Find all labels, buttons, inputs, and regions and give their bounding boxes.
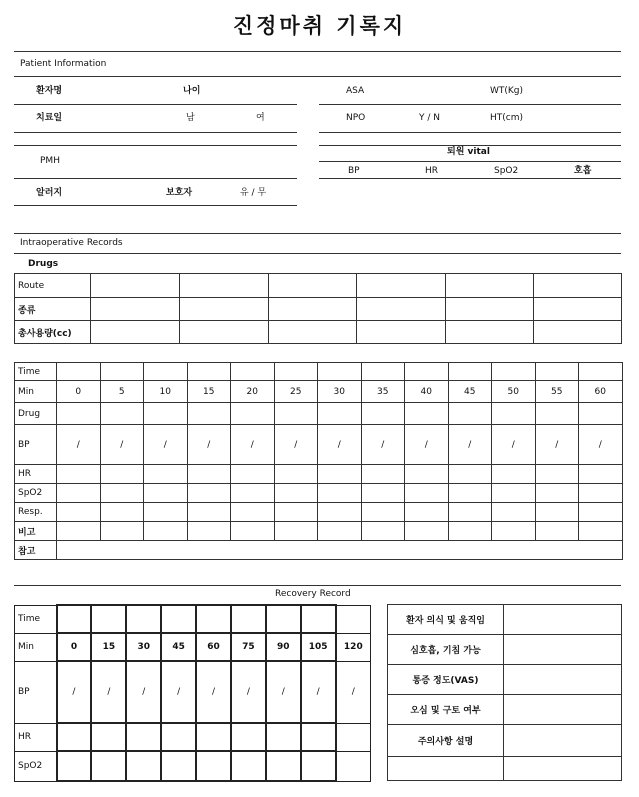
intra-resp-cell[interactable] xyxy=(187,503,231,522)
recovery-row-label: Min xyxy=(15,633,57,661)
drug-row-label: 총사용량(cc) xyxy=(15,321,91,344)
recovery-row-label: BP xyxy=(15,661,57,723)
recovery-time-cell[interactable] xyxy=(126,605,161,633)
drug-row-label: 종류 xyxy=(15,298,91,321)
recovery-hr-cell[interactable] xyxy=(91,723,126,751)
intra-minute-cell: 15 xyxy=(187,381,231,403)
recovery-spo2-cell[interactable] xyxy=(336,751,371,781)
intra-spo2-cell[interactable] xyxy=(144,484,188,503)
intra-resp-cell[interactable] xyxy=(144,503,188,522)
patient-name-label: 환자명 xyxy=(36,86,63,96)
recovery-time-cell[interactable] xyxy=(231,605,266,633)
npo-value[interactable]: Y / N xyxy=(419,113,440,123)
intra-spo2-cell[interactable] xyxy=(535,484,579,503)
recovery-hr-cell[interactable] xyxy=(57,723,92,751)
intra-row-label: 참고 xyxy=(15,541,57,560)
recovery-checklist-table xyxy=(387,604,622,781)
recovery-minute-cell: 0 xyxy=(57,633,92,661)
intra-spo2-cell[interactable] xyxy=(361,484,405,503)
asa-label: ASA xyxy=(346,86,365,96)
intra-time-cell[interactable] xyxy=(144,363,188,381)
intra-bp-cell[interactable]: / xyxy=(318,425,362,465)
intra-row-label: Drug xyxy=(15,403,57,425)
recovery-bp-cell[interactable]: / xyxy=(231,661,266,723)
intra-note-cell[interactable] xyxy=(535,522,579,541)
intra-resp-cell[interactable] xyxy=(448,503,492,522)
intra-drug-cell[interactable] xyxy=(318,403,362,425)
intra-drug-cell[interactable] xyxy=(535,403,579,425)
intra-minute-cell: 50 xyxy=(492,381,536,403)
recovery-bp-cell[interactable]: / xyxy=(57,661,92,723)
intra-ref-cell[interactable] xyxy=(57,541,623,560)
intra-note-cell[interactable] xyxy=(448,522,492,541)
recovery-check-row xyxy=(388,665,622,695)
intra-row-time xyxy=(15,363,623,381)
intra-note-cell[interactable] xyxy=(361,522,405,541)
intra-spo2-cell[interactable] xyxy=(405,484,449,503)
intra-minute-cell: 45 xyxy=(448,381,492,403)
recovery-bp-cell[interactable]: / xyxy=(301,661,336,723)
intra-hr-cell[interactable] xyxy=(361,465,405,484)
recovery-title: Recovery Record xyxy=(275,589,351,599)
recovery-spo2-cell[interactable] xyxy=(91,751,126,781)
intra-row-label: Min xyxy=(15,381,57,403)
intra-minute-cell: 0 xyxy=(57,381,101,403)
recovery-row-min xyxy=(15,633,371,661)
drug-cell[interactable] xyxy=(91,274,180,298)
intra-drug-cell[interactable] xyxy=(361,403,405,425)
recovery-spo2-cell[interactable] xyxy=(57,751,92,781)
intra-spo2-cell[interactable] xyxy=(492,484,536,503)
intra-spo2-cell[interactable] xyxy=(231,484,275,503)
recovery-minute-cell: 105 xyxy=(301,633,336,661)
intra-minute-cell: 5 xyxy=(100,381,144,403)
recovery-bp-cell[interactable]: / xyxy=(126,661,161,723)
intra-row-label: 비고 xyxy=(15,522,57,541)
intra-bp-cell[interactable]: / xyxy=(274,425,318,465)
recovery-check-value[interactable] xyxy=(504,725,622,757)
drug-cell[interactable] xyxy=(446,298,534,321)
intra-minute-cell: 10 xyxy=(144,381,188,403)
intra-drug-cell[interactable] xyxy=(579,403,623,425)
drug-cell[interactable] xyxy=(91,298,180,321)
intra-bp-cell[interactable]: / xyxy=(187,425,231,465)
recovery-check-value[interactable] xyxy=(504,665,622,695)
age-label: 나이 xyxy=(183,86,201,96)
intra-row-spo2 xyxy=(15,484,623,503)
intra-row-label: Time xyxy=(15,363,57,381)
sex-male-option[interactable]: 남 xyxy=(186,113,195,123)
recovery-check-row xyxy=(388,725,622,757)
intra-hr-cell[interactable] xyxy=(579,465,623,484)
drug-cell[interactable] xyxy=(91,321,180,344)
intra-time-cell[interactable] xyxy=(57,363,101,381)
recovery-check-label: 통증 정도(VAS) xyxy=(388,665,504,695)
intra-bp-cell[interactable]: / xyxy=(361,425,405,465)
sex-female-option[interactable]: 여 xyxy=(256,113,265,123)
intra-bp-cell[interactable]: / xyxy=(57,425,101,465)
drug-row-route xyxy=(15,274,622,298)
intra-time-cell[interactable] xyxy=(492,363,536,381)
npo-label: NPO xyxy=(346,113,366,123)
recovery-spo2-cell[interactable] xyxy=(196,751,231,781)
intra-drug-cell[interactable] xyxy=(57,403,101,425)
recovery-hr-cell[interactable] xyxy=(301,723,336,751)
intra-minute-cell: 20 xyxy=(231,381,275,403)
drug-cell[interactable] xyxy=(534,321,622,344)
intra-row-label: BP xyxy=(15,425,57,465)
drug-cell[interactable] xyxy=(446,321,534,344)
recovery-bp-cell[interactable]: / xyxy=(91,661,126,723)
recovery-check-row-blank xyxy=(388,757,622,781)
recovery-hr-cell[interactable] xyxy=(266,723,301,751)
pmh-label: PMH xyxy=(40,156,60,166)
drug-cell[interactable] xyxy=(180,321,269,344)
recovery-check-label: 주의사항 설명 xyxy=(388,725,504,757)
recovery-bp-cell[interactable]: / xyxy=(266,661,301,723)
drugs-table xyxy=(14,273,622,344)
drug-row-type xyxy=(15,298,622,321)
recovery-row-time xyxy=(15,605,371,633)
recovery-bp-cell[interactable]: / xyxy=(196,661,231,723)
drug-cell[interactable] xyxy=(357,274,446,298)
intra-minute-cell: 40 xyxy=(405,381,449,403)
intra-time-cell[interactable] xyxy=(100,363,144,381)
recovery-spo2-cell[interactable] xyxy=(231,751,266,781)
intra-time-cell[interactable] xyxy=(405,363,449,381)
drug-cell[interactable] xyxy=(269,274,357,298)
intra-note-cell[interactable] xyxy=(144,522,188,541)
recovery-check-blank[interactable] xyxy=(504,757,622,781)
intra-resp-cell[interactable] xyxy=(318,503,362,522)
patient-info-title: Patient Information xyxy=(20,59,107,69)
recovery-row-label: HR xyxy=(15,723,57,751)
recovery-hr-cell[interactable] xyxy=(126,723,161,751)
intra-hr-cell[interactable] xyxy=(405,465,449,484)
intra-spo2-cell[interactable] xyxy=(57,484,101,503)
recovery-vitals-table xyxy=(14,604,371,782)
recovery-check-blank[interactable] xyxy=(388,757,504,781)
intra-drug-cell[interactable] xyxy=(405,403,449,425)
intra-resp-cell[interactable] xyxy=(492,503,536,522)
intra-row-ref xyxy=(15,541,623,560)
intra-hr-cell[interactable] xyxy=(318,465,362,484)
discharge-spo2-label: SpO2 xyxy=(494,166,519,176)
intra-note-cell[interactable] xyxy=(100,522,144,541)
intra-time-cell[interactable] xyxy=(231,363,275,381)
recovery-time-cell[interactable] xyxy=(336,605,371,633)
intra-hr-cell[interactable] xyxy=(535,465,579,484)
intraoperative-vitals-table xyxy=(14,362,623,560)
drug-cell[interactable] xyxy=(357,321,446,344)
recovery-row-label: Time xyxy=(15,605,57,633)
recovery-check-label: 오심 및 구토 여부 xyxy=(388,695,504,725)
intra-resp-cell[interactable] xyxy=(535,503,579,522)
recovery-minute-cell: 30 xyxy=(126,633,161,661)
intra-row-resp xyxy=(15,503,623,522)
intra-hr-cell[interactable] xyxy=(144,465,188,484)
intra-bp-cell[interactable]: / xyxy=(144,425,188,465)
intra-note-cell[interactable] xyxy=(57,522,101,541)
discharge-bp-label: BP xyxy=(348,166,360,176)
intra-row-min xyxy=(15,381,623,403)
intra-spo2-cell[interactable] xyxy=(579,484,623,503)
treatment-date-label: 치료일 xyxy=(36,113,63,123)
weight-label: WT(Kg) xyxy=(490,86,524,96)
intra-bp-cell[interactable]: / xyxy=(492,425,536,465)
recovery-time-cell[interactable] xyxy=(301,605,336,633)
intra-bp-cell[interactable]: / xyxy=(579,425,623,465)
recovery-check-row xyxy=(388,695,622,725)
intra-note-cell[interactable] xyxy=(274,522,318,541)
recovery-row-spo2 xyxy=(15,751,371,781)
discharge-resp-label: 호흡 xyxy=(574,166,592,176)
drug-cell[interactable] xyxy=(180,274,269,298)
intra-minute-cell: 60 xyxy=(579,381,623,403)
recovery-spo2-cell[interactable] xyxy=(126,751,161,781)
intra-minute-cell: 30 xyxy=(318,381,362,403)
recovery-bp-cell[interactable]: / xyxy=(161,661,196,723)
intra-hr-cell[interactable] xyxy=(57,465,101,484)
intra-hr-cell[interactable] xyxy=(448,465,492,484)
intra-resp-cell[interactable] xyxy=(361,503,405,522)
intra-spo2-cell[interactable] xyxy=(100,484,144,503)
allergy-label: 알러지 xyxy=(36,188,63,198)
recovery-check-value[interactable] xyxy=(504,605,622,635)
recovery-minute-cell: 120 xyxy=(336,633,371,661)
recovery-time-cell[interactable] xyxy=(196,605,231,633)
intra-row-drug xyxy=(15,403,623,425)
recovery-minute-cell: 75 xyxy=(231,633,266,661)
recovery-check-row xyxy=(388,635,622,665)
drug-cell[interactable] xyxy=(534,298,622,321)
intra-hr-cell[interactable] xyxy=(274,465,318,484)
recovery-check-label: 심호흡, 기침 가능 xyxy=(388,635,504,665)
intra-drug-cell[interactable] xyxy=(231,403,275,425)
intra-resp-cell[interactable] xyxy=(405,503,449,522)
intra-row-label: HR xyxy=(15,465,57,484)
intra-time-cell[interactable] xyxy=(318,363,362,381)
intra-drug-cell[interactable] xyxy=(187,403,231,425)
drug-cell[interactable] xyxy=(180,298,269,321)
intra-drug-cell[interactable] xyxy=(100,403,144,425)
drug-cell[interactable] xyxy=(269,298,357,321)
recovery-hr-cell[interactable] xyxy=(231,723,266,751)
intra-drug-cell[interactable] xyxy=(492,403,536,425)
intra-note-cell[interactable] xyxy=(492,522,536,541)
recovery-row-label: SpO2 xyxy=(15,751,57,781)
recovery-minute-cell: 15 xyxy=(91,633,126,661)
intra-spo2-cell[interactable] xyxy=(187,484,231,503)
recovery-check-value[interactable] xyxy=(504,695,622,725)
recovery-bp-cell[interactable]: / xyxy=(336,661,371,723)
recovery-row-hr xyxy=(15,723,371,751)
intra-drug-cell[interactable] xyxy=(448,403,492,425)
intra-time-cell[interactable] xyxy=(361,363,405,381)
recovery-spo2-cell[interactable] xyxy=(266,751,301,781)
guardian-label: 보호자 xyxy=(166,188,193,198)
intra-bp-cell[interactable]: / xyxy=(535,425,579,465)
recovery-hr-cell[interactable] xyxy=(336,723,371,751)
intra-spo2-cell[interactable] xyxy=(274,484,318,503)
drug-cell[interactable] xyxy=(534,274,622,298)
page-title: 진정마취 기록지 xyxy=(232,14,407,38)
intra-note-cell[interactable] xyxy=(231,522,275,541)
intra-minute-cell: 35 xyxy=(361,381,405,403)
intra-bp-cell[interactable]: / xyxy=(100,425,144,465)
intra-note-cell[interactable] xyxy=(318,522,362,541)
intra-time-cell[interactable] xyxy=(274,363,318,381)
recovery-spo2-cell[interactable] xyxy=(301,751,336,781)
recovery-minute-cell: 45 xyxy=(161,633,196,661)
recovery-minute-cell: 60 xyxy=(196,633,231,661)
discharge-vital-label: 퇴원 vital xyxy=(447,147,490,157)
recovery-time-cell[interactable] xyxy=(91,605,126,633)
intra-minute-cell: 25 xyxy=(274,381,318,403)
intra-spo2-cell[interactable] xyxy=(318,484,362,503)
intra-time-cell[interactable] xyxy=(448,363,492,381)
discharge-hr-label: HR xyxy=(425,166,439,176)
recovery-check-row xyxy=(388,605,622,635)
intra-note-cell[interactable] xyxy=(405,522,449,541)
intra-note-cell[interactable] xyxy=(187,522,231,541)
intra-resp-cell[interactable] xyxy=(579,503,623,522)
drugs-label: Drugs xyxy=(28,259,59,269)
recovery-time-cell[interactable] xyxy=(161,605,196,633)
recovery-check-value[interactable] xyxy=(504,635,622,665)
height-label: HT(cm) xyxy=(490,113,524,123)
intra-spo2-cell[interactable] xyxy=(448,484,492,503)
intra-minute-cell: 55 xyxy=(535,381,579,403)
intra-resp-cell[interactable] xyxy=(57,503,101,522)
intra-hr-cell[interactable] xyxy=(187,465,231,484)
intra-row-hr xyxy=(15,465,623,484)
drug-cell[interactable] xyxy=(446,274,534,298)
drug-row-label: Route xyxy=(15,274,91,298)
intraoperative-title: Intraoperative Records xyxy=(20,238,123,248)
intra-time-cell[interactable] xyxy=(535,363,579,381)
intra-bp-cell[interactable]: / xyxy=(405,425,449,465)
drug-cell[interactable] xyxy=(269,321,357,344)
intra-resp-cell[interactable] xyxy=(231,503,275,522)
drug-cell[interactable] xyxy=(357,298,446,321)
intra-resp-cell[interactable] xyxy=(274,503,318,522)
intra-row-label: SpO2 xyxy=(15,484,57,503)
intra-hr-cell[interactable] xyxy=(492,465,536,484)
intra-bp-cell[interactable]: / xyxy=(448,425,492,465)
recovery-hr-cell[interactable] xyxy=(161,723,196,751)
recovery-time-cell[interactable] xyxy=(266,605,301,633)
intra-row-note xyxy=(15,522,623,541)
recovery-row-bp xyxy=(15,661,371,723)
intra-drug-cell[interactable] xyxy=(274,403,318,425)
intra-resp-cell[interactable] xyxy=(100,503,144,522)
recovery-spo2-cell[interactable] xyxy=(161,751,196,781)
intra-row-label: Resp. xyxy=(15,503,57,522)
recovery-check-label: 환자 의식 및 움직임 xyxy=(388,605,504,635)
recovery-minute-cell: 90 xyxy=(266,633,301,661)
recovery-time-cell[interactable] xyxy=(57,605,92,633)
intra-note-cell[interactable] xyxy=(579,522,623,541)
intra-time-cell[interactable] xyxy=(579,363,623,381)
intra-row-bp xyxy=(15,425,623,465)
recovery-hr-cell[interactable] xyxy=(196,723,231,751)
drug-row-total xyxy=(15,321,622,344)
intra-hr-cell[interactable] xyxy=(231,465,275,484)
intra-hr-cell[interactable] xyxy=(100,465,144,484)
intra-time-cell[interactable] xyxy=(187,363,231,381)
guardian-value[interactable]: 유 / 무 xyxy=(240,188,267,198)
intra-drug-cell[interactable] xyxy=(144,403,188,425)
intra-bp-cell[interactable]: / xyxy=(231,425,275,465)
